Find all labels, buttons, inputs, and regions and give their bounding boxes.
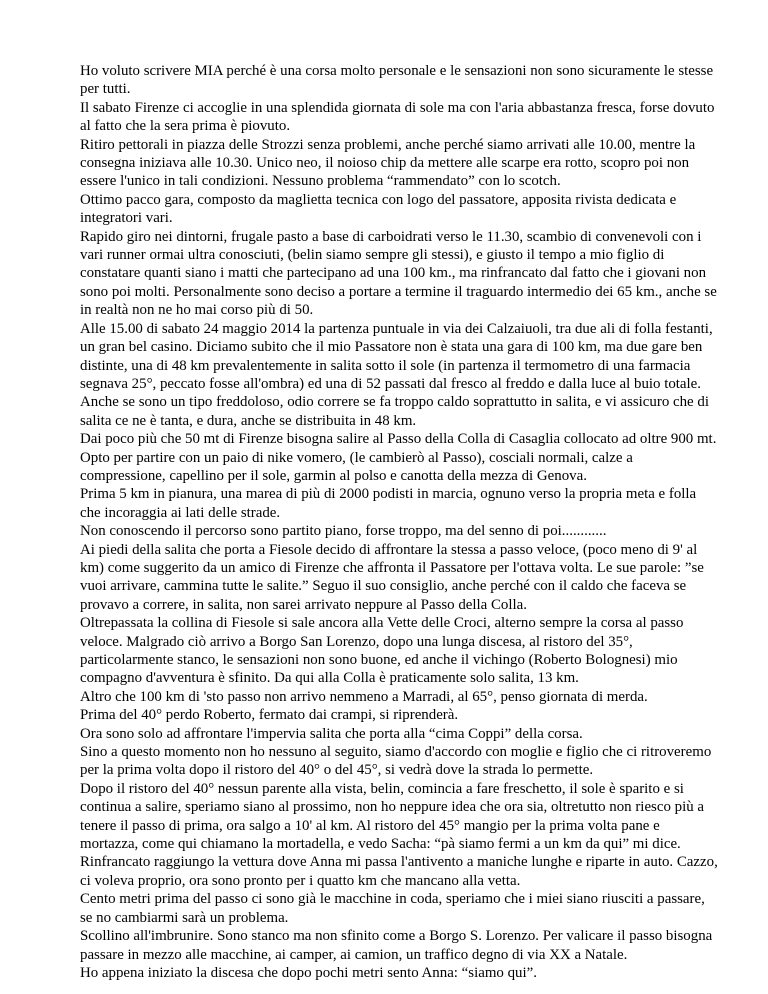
paragraph: Oltrepassata la collina di Fiesole si sale ancora alla Vette delle Croci, alterno sempre la corsa al passo veloce. Malgrado ciò arrivo a Borgo San Lorenzo, dopo una lunga discesa, al ristoro del 35°, particolarmente stanco, le sensazioni non sono buone, ed anche il vichingo (Roberto Bolognesi) mio compagno d'avventura è sfinito. Da qui alla Colla è praticamente solo salita, 13 km.	[80, 615, 684, 687]
paragraph: Rapido giro nei dintorni, frugale pasto a base di carboidrati verso le 11.30, scambio di convenevoli con i vari runner ormai ultra conosciuti, (belin siamo sempre gli stessi), e giusto il tempo a mio figlio di constatare quanti siano i matti che partecipano ad una 100 km., ma rinfrancato dal fatto che i giovani non sono poi molti. Personalmente sono deciso a portare a termine il traguardo intermedio dei 65 km., anche se in realtà non ne ho mai corso più di 50.	[80, 228, 717, 319]
paragraph: Sino a questo momento non ho nessuno al seguito, siamo d'accordo con moglie e figlio che ci ritroveremo per la prima volta dopo il ristoro del 40° o del 45°, si vedrà dove la strada lo permette.	[80, 744, 712, 779]
paragraph: Prima 5 km in pianura, una marea di più di 2000 podisti in marcia, ognuno verso la propria meta e folla che incoraggia ai lati delle strade.	[80, 486, 697, 521]
paragraph: Alle 15.00 di sabato 24 maggio 2014 la partenza puntuale in via dei Calzaiuoli, tra due ali di folla festanti, un gran bel casino. Diciamo subito che il mio Passatore non è stata una gara di 100 km, ma due gare ben distinte, una di 48 km prevalentemente in salita sotto il sole (in partenza il termometro di una farmacia segnava 25°, peccato fosse all'ombra) ed una di 52 passati dal fresco al freddo e dalla luce al buio totale. Anche se sono un tipo freddoloso, odio correre se fa troppo caldo soprattutto in salita, e vi assicuro che di salita ce ne è tanta, e dura, anche se distribuita in 48 km.	[80, 320, 713, 429]
paragraph: Ho appena iniziato la discesa che dopo pochi metri sento Anna: “siamo qui”.	[80, 964, 537, 981]
paragraph: Opto per partire con un paio di nike vomero, (le cambierò al Passo), cosciali normali, calze a compressione, capellino per il sole, garmin al polso e canotta della mezza di Genova.	[80, 449, 633, 484]
paragraph: Dopo il ristoro del 40° nessun parente alla vista, belin, comincia a fare freschetto, il sole è sparito e si continua a salire, speriamo siano al prossimo, non ho neppure idea che ora sia, oltretutto non riesco più a tenere il passo di prima, ora salgo a 10' al km. Al ristoro del 45° mangio per la prima volta pane e mortazza, come qui chiamano la mortadella, e vedo Sacha: “pà siamo fermi a un km da qui” mi dice.	[80, 780, 704, 853]
paragraph: Altro che 100 km di 'sto passo non arrivo nemmeno a Marradi, al 65°, penso giornata di merda.	[80, 688, 648, 705]
paragraph: Il sabato Firenze ci accoglie in una splendida giornata di sole ma con l'aria abbastanza fresca, forse dovuto al fatto che la sera prima è piovuto.	[80, 99, 715, 135]
paragraph: Rinfrancato raggiungo la vettura dove Anna mi passa l'antivento a maniche lunghe e riparte in auto. Cazzo, ci voleva proprio, ora sono pronto per i quatto km che mancano alla vetta.	[80, 854, 718, 889]
paragraph: Cento metri prima del passo ci sono già le macchine in coda, speriamo che i miei siano riusciti a passare, se no cambiarmi sarà un problema.	[80, 891, 705, 926]
paragraph: Scollino all'imbrunire. Sono stanco ma non sfinito come a Borgo S. Lorenzo. Per valicare il passo bisogna passare in mezzo alle macchine, ai camper, ai camion, un traffico degno di via XX a Natale.	[80, 928, 713, 963]
paragraph: Ai piedi della salita che porta a Fiesole decido di affrontare la stessa a passo veloce, (poco meno di 9' al km) come suggerito da un amico di Firenze che affronta il Passatore per l'ottava volta. Le sue parole: ”se vuoi arrivare, cammina tutte le salite.” Seguo il suo consiglio, anche perché con il caldo che faceva se provavo a correre, in salita, non sarei arrivato neppure al Passo della Colla.	[80, 541, 704, 613]
paragraph: Dai poco più che 50 mt di Firenze bisogna salire al Passo della Colla di Casaglia collocato ad oltre 900 mt.	[80, 431, 717, 448]
paragraph: Ritiro pettorali in piazza delle Strozzi senza problemi, anche perché siamo arrivati alle 10.00, mentre la consegna iniziava alle 10.30. Unico neo, il noioso chip da mettere alle scarpe era rotto, scopro poi non essere l'unico in tali condizioni. Nessuno problema “rammendato” con lo scotch.	[80, 136, 696, 190]
paragraph: Ottimo pacco gara, composto da maglietta tecnica con logo del passatore, apposita rivista dedicata e integratori vari.	[80, 191, 677, 227]
paragraph: Ho voluto scrivere MIA perché è una corsa molto personale e le sensazioni non sono sicuramente le stesse per tutti.	[80, 63, 714, 98]
paragraph: Non conoscendo il percorso sono partito piano, forse troppo, ma del senno di poi............	[80, 523, 607, 540]
paragraph: Ora sono solo ad affrontare l'impervia salita che porta alla “cima Coppi” della corsa.	[80, 725, 583, 742]
paragraph: Prima del 40° perdo Roberto, fermato dai crampi, si riprenderà.	[80, 707, 459, 724]
